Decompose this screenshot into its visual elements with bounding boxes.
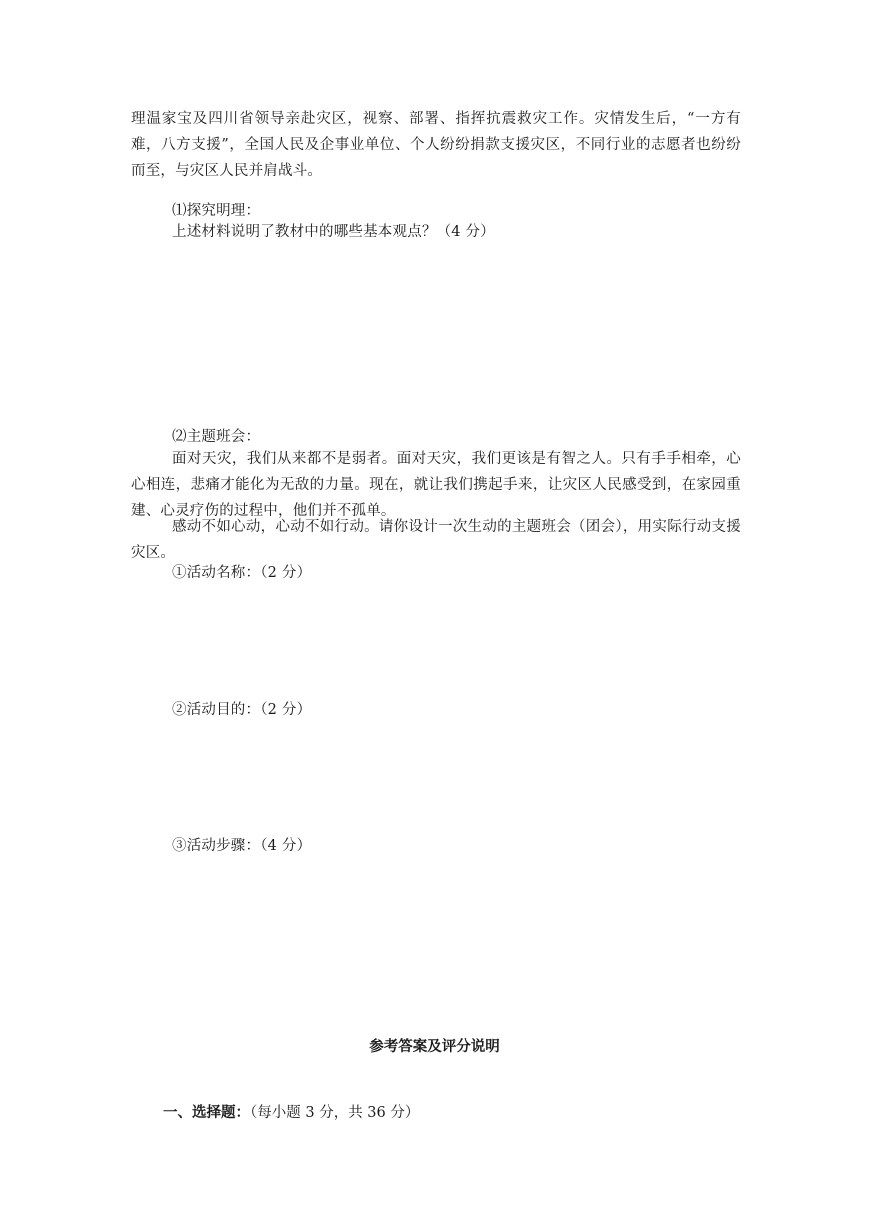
activity-purpose-item: ②活动目的：（2 分） [172,702,312,718]
question-2-paragraph-1: 面对天灾，我们从来都不是弱者。面对天灾，我们更该是有智之人。只有手手相牵，心心相连，悲痛才能化为无敌的力量。现在，就让我们携起手来，让灾区人民感受到，在家园重建、心灵疗伤的过程中，他们并不孤单。 [131,451,741,519]
question-1-prompt: 上述材料说明了教材中的哪些基本观点？（4 分） [172,224,495,240]
section-1-heading [163,1100,419,1126]
question-2-label: ⑵主题班会： [172,429,261,445]
section-1-note: （每小题 3 分，共 36 分） [250,1105,420,1121]
answers-heading: 参考答案及评分说明 [369,1039,500,1055]
activity-name-item: ①活动名称：（2 分） [172,565,312,581]
activity-steps-item: ③活动步骤：（4 分） [172,838,312,854]
question-1-label: ⑴探究明理： [172,203,261,219]
intro-paragraph: 理温家宝及四川省领导亲赴灾区，视察、部署、指挥抗震救灾工作。灾情发生后，“一方有难，八方支援”，全国人民及企事业单位、个人纷纷捐款支援灾区，不同行业的志愿者也纷纷而至，与灾区人民并肩战斗。 [131,111,741,179]
question-2-paragraph-2: 感动不如心动，心动不如行动。请你设计一次生动的主题班会（团会），用实际行动支援灾区。 [131,519,741,561]
section-1-title: 一、选择题： [163,1105,250,1121]
